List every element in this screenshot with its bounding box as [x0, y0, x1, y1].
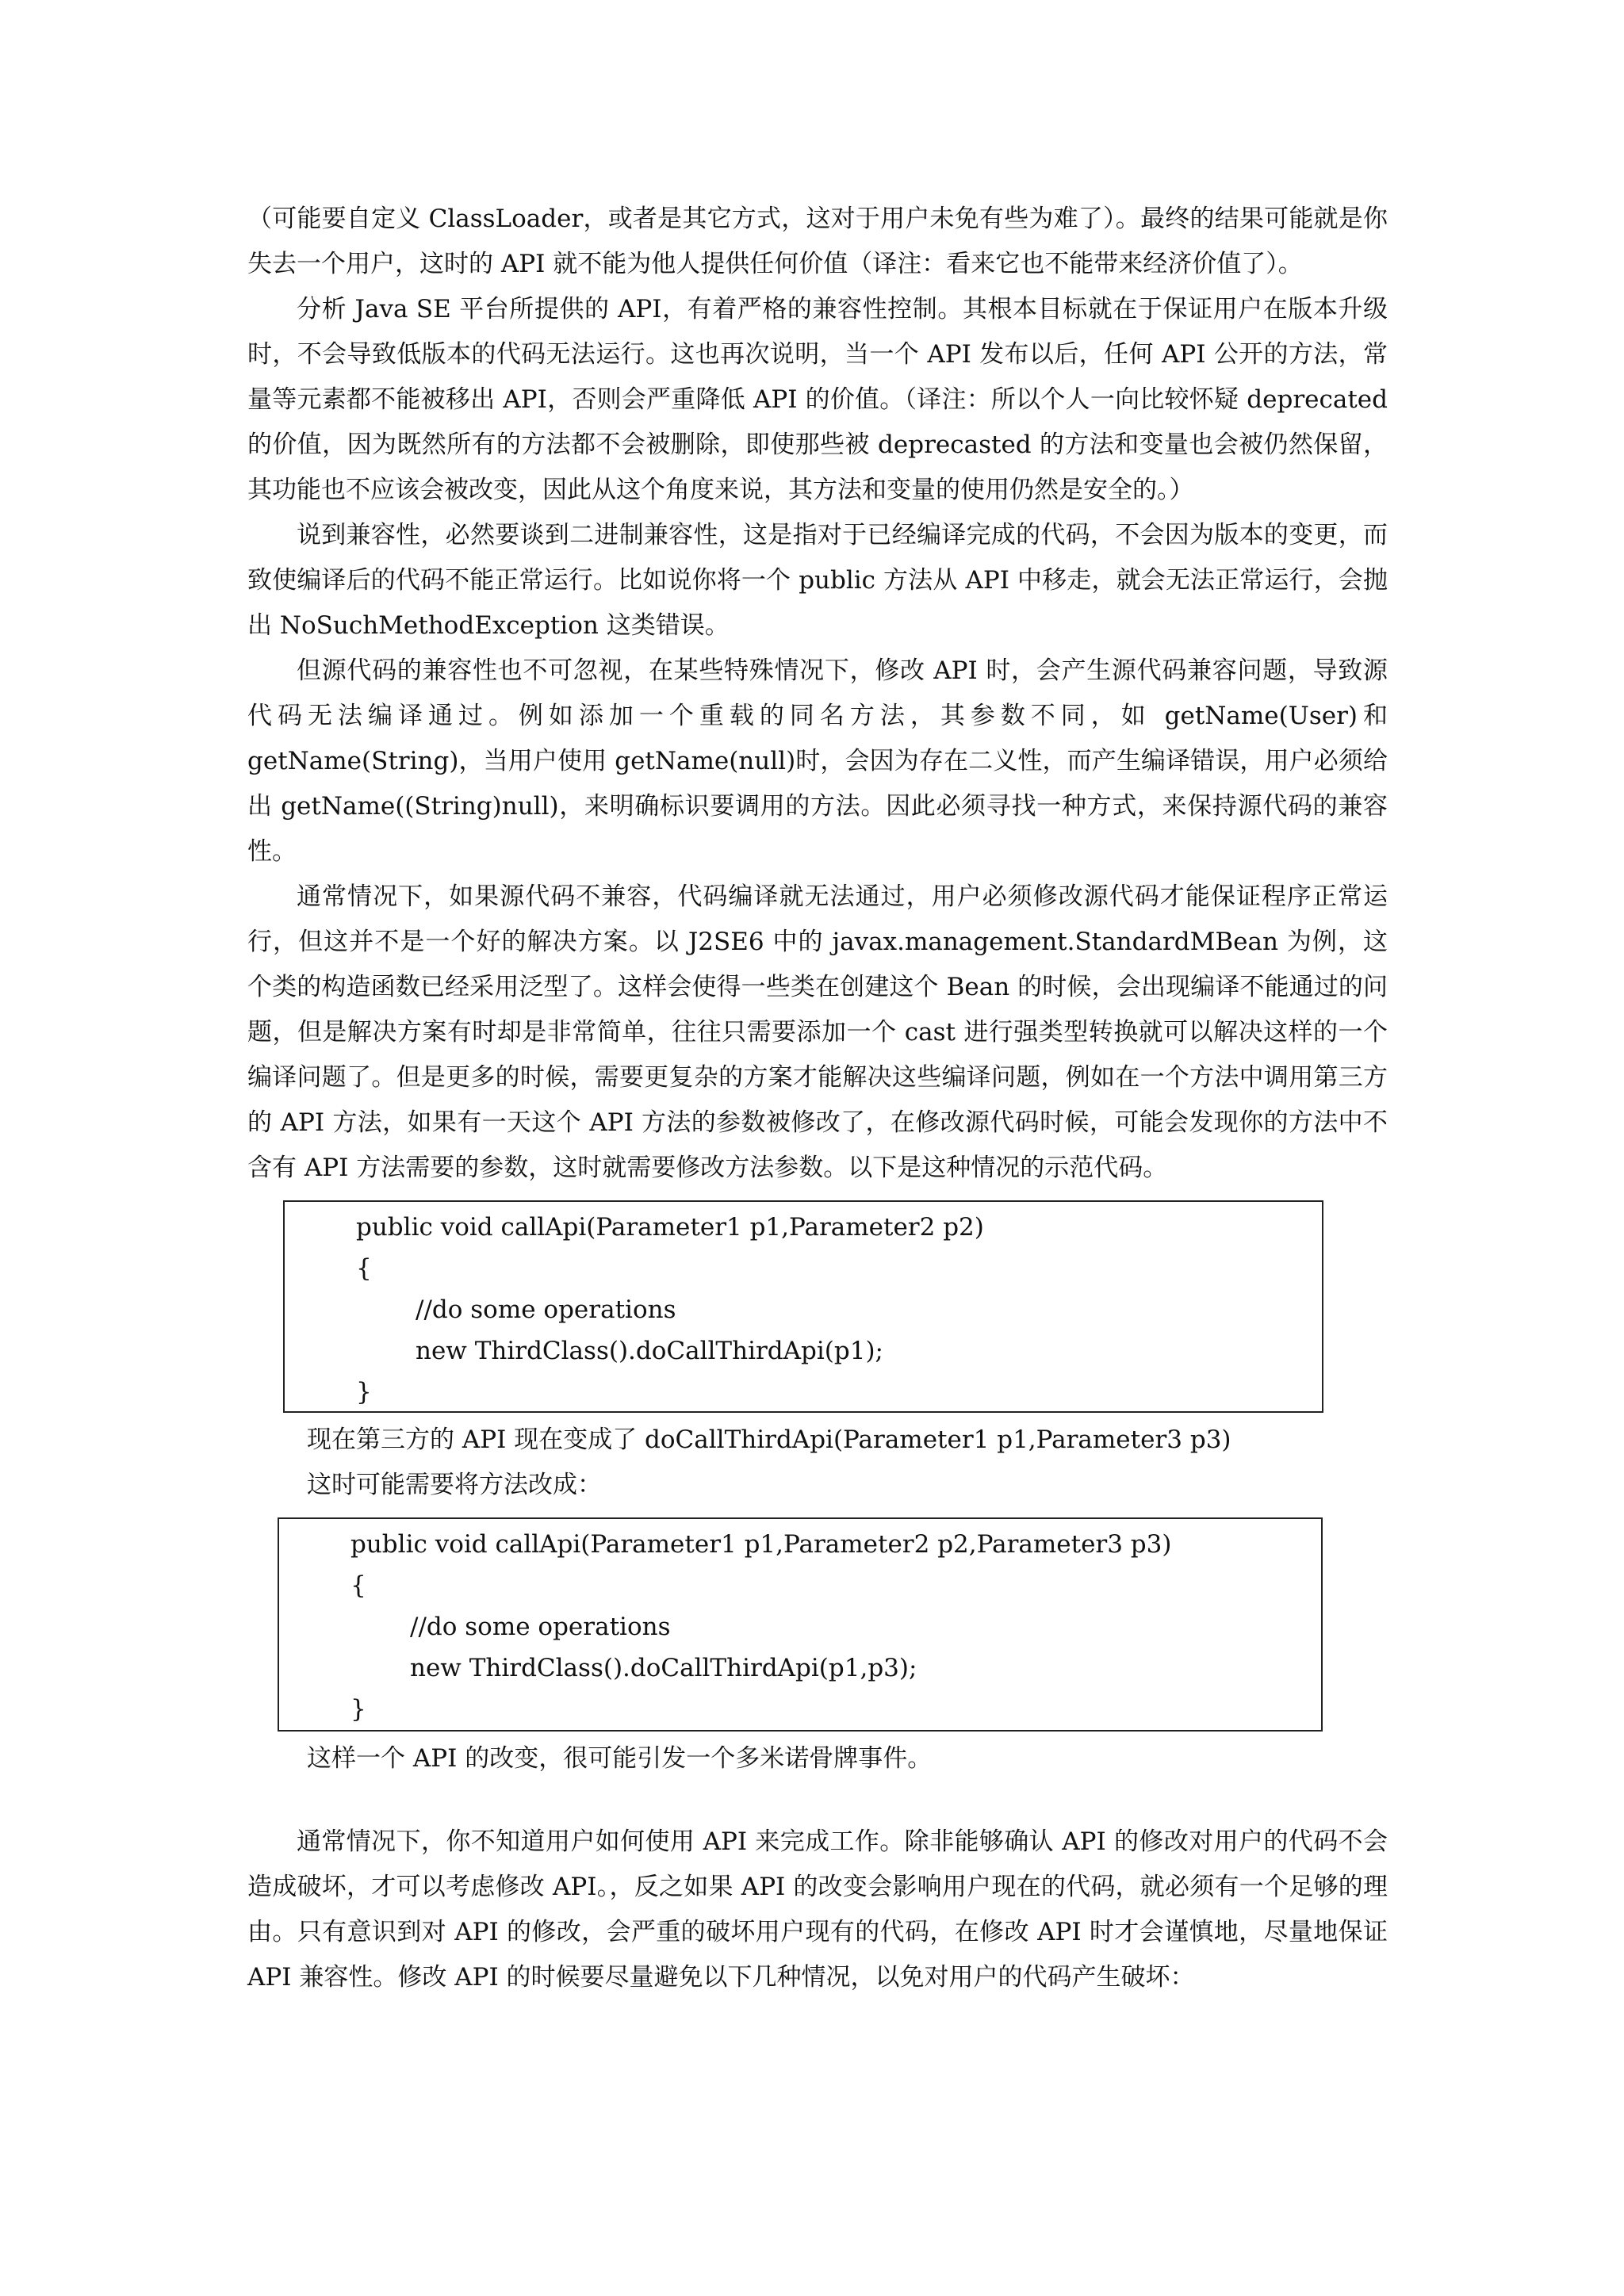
- code-line: new ThirdClass().doCallThirdApi(p1,p3);: [410, 1654, 917, 1682]
- code-block-2: [278, 1517, 1323, 1732]
- paragraph-5: 通常情况下，如果源代码不兼容，代码编译就无法通过，用户必须修改源代码才能保证程序正常运行，但这并不是一个好的解决方案。以 J2SE6 中的 javax.management.StandardMBean 为例，这个类的构造函数已经采用泛型了。这样会使得一些类在创建这个 Bean 的时候，会出现编译不能通过的问题，但是解决方案有时却是非常简单，往往只需要添加一个 cast 进行强类型转换就可以解决这样的一个编译问题了。但是更多的时候，需要更复杂的方案才能解决这些编译问题，例如在一个方法中调用第三方的 API 方法，如果有一天这个 API 方法的参数被修改了，在修改源代码时候，可能会发现你的方法中不含有 API 方法需要的参数，这时就需要修改方法参数。以下是这种情况的示范代码。: [247, 882, 1388, 1182]
- code-line: //do some operations: [416, 1295, 676, 1324]
- spacer: [247, 1781, 1388, 1820]
- code-line: //do some operations: [410, 1613, 671, 1641]
- code-block-1: [283, 1200, 1323, 1413]
- paragraph-4: 但源代码的兼容性也不可忽视，在某些特殊情况下，修改 API 时，会产生源代码兼容问题，导致源代码无法编译通过。例如添加一个重载的同名方法，其参数不同，如 getName(User)和 getName(String)，当用户使用 getName(null)时，会因为存在二义性，而产生编译错误，用户必须给出 getName((String)null)，来明确标识要调用的方法。因此必须寻找一种方式，来保持源代码的兼容性。: [247, 656, 1388, 866]
- code-line: public void callApi(Parameter1 p1,Parameter2 p2,Parameter3 p3): [350, 1530, 1172, 1559]
- code-line: {: [356, 1254, 372, 1283]
- code-caption-2: 这样一个 API 的改变，很可能引发一个多米诺骨牌事件。: [307, 1744, 933, 1773]
- code-line: }: [350, 1695, 366, 1724]
- paragraph-1: （可能要自定义 ClassLoader，或者是其它方式，这对于用户未免有些为难了）。最终的结果可能就是你失去一个用户，这时的 API 就不能为他人提供任何价值（译注：看来它也不能带来经济价值了）。: [247, 205, 1388, 278]
- code-line: }: [356, 1378, 372, 1406]
- code-caption-1b: 这时可能需要将方法改成：: [307, 1471, 602, 1499]
- code-line: {: [350, 1571, 366, 1600]
- code-line: public void callApi(Parameter1 p1,Parameter2 p2): [356, 1213, 984, 1242]
- paragraph-6: 通常情况下，你不知道用户如何使用 API 来完成工作。除非能够确认 API 的修改对用户的代码不会造成破坏，才可以考虑修改 API。，反之如果 API 的改变会影响用户现在的代码，就必须有一个足够的理由。只有意识到对 API 的修改，会严重的破坏用户现有的代码，在修改 API 时才会谨慎地，尽量地保证 API 兼容性。修改 API 的时候要尽量避免以下几种情况，以免对用户的代码产生破坏：: [247, 1827, 1388, 1992]
- paragraph-3: 说到兼容性，必然要谈到二进制兼容性，这是指对于已经编译完成的代码，不会因为版本的变更，而致使编译后的代码不能正常运行。比如说你将一个 public 方法从 API 中移走，就会无法正常运行，会抛出 NoSuchMethodException 这类错误。: [247, 521, 1388, 640]
- code-caption-1a: 现在第三方的 API 现在变成了 doCallThirdApi(Parameter1 p1,Parameter3 p3): [307, 1425, 1231, 1454]
- paragraph-2: 分析 Java SE 平台所提供的 API，有着严格的兼容性控制。其根本目标就在于保证用户在版本升级时，不会导致低版本的代码无法运行。这也再次说明，当一个 API 发布以后，任何 API 公开的方法，常量等元素都不能被移出 API，否则会严重降低 API 的价值。（译注：所以个人一向比较怀疑 deprecated 的价值，因为既然所有的方法都不会被删除，即使那些被 deprecasted 的方法和变量也会被仍然保留，其功能也不应该会被改变，因此从这个角度来说，其方法和变量的使用仍然是安全的。）: [247, 295, 1388, 504]
- document-page: [247, 197, 1388, 2000]
- code-line: new ThirdClass().doCallThirdApi(p1);: [416, 1337, 883, 1365]
